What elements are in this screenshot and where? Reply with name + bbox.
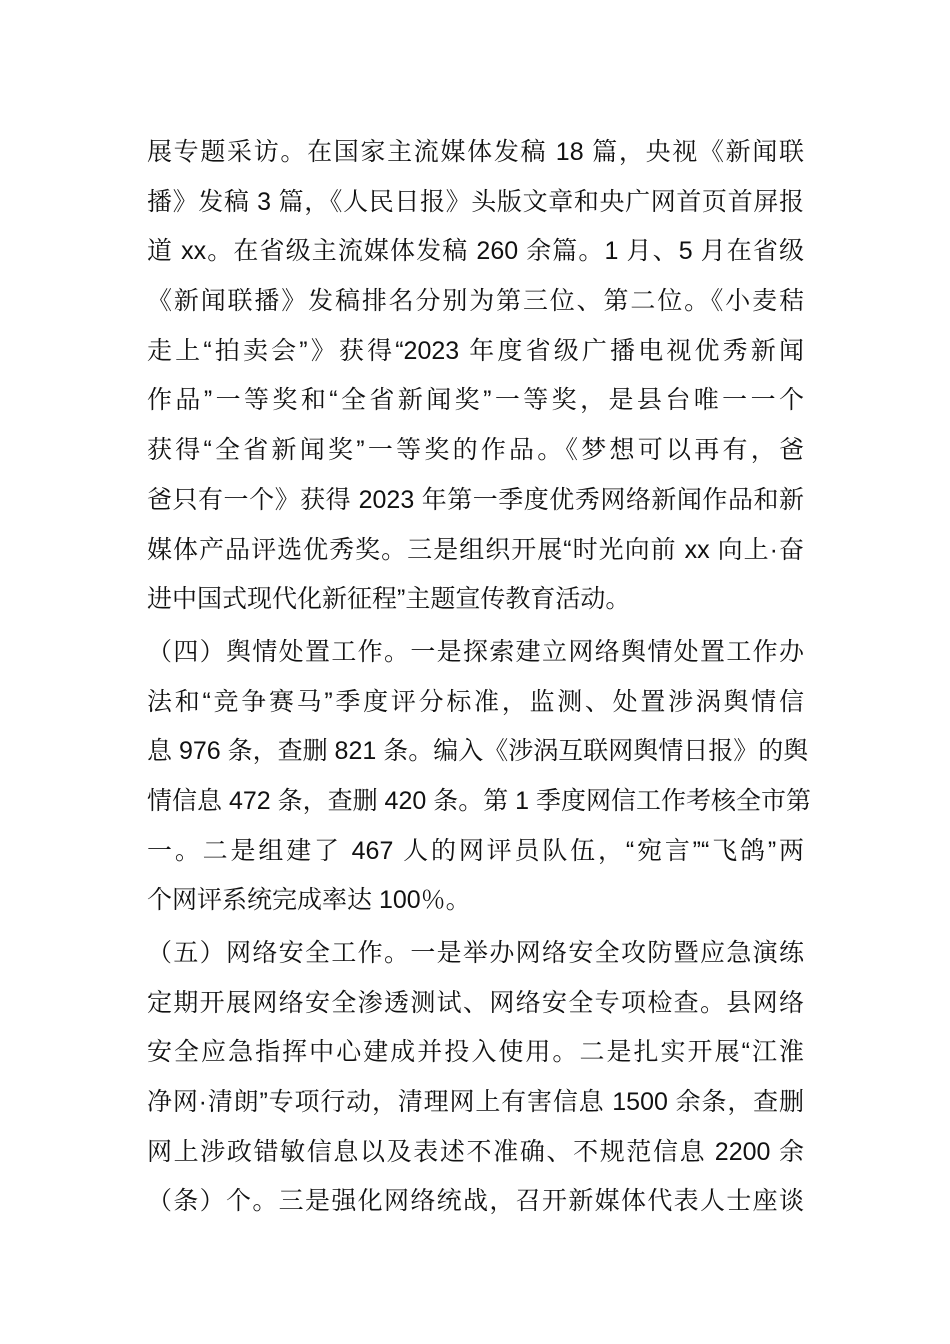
text-line: 作品”一等奖和“全省新闻奖”一等奖，是县台唯一一个 [147, 386, 804, 415]
paragraph [147, 128, 804, 625]
paragraph [147, 929, 804, 1227]
text-line: 网上涉政错敏信息以及表述不准确、不规范信息 2200 余 [147, 1137, 804, 1166]
text-line: 进中国式现代化新征程”主题宣传教育活动。 [147, 585, 631, 614]
text-line: （五）网络安全工作。一是举办网络安全攻防暨应急演练 [147, 939, 804, 967]
text-line: 息 976 条，查删 821 条。编入《涉涡互联网舆情日报》的舆 [147, 737, 809, 766]
text-line: 情信息 472 条，查删 420 条。第 1 季度网信工作考核全市第 [147, 786, 812, 815]
text-line: 净网·清朗”专项行动，清理网上有害信息 1500 余条，查删 [147, 1088, 804, 1117]
text-line: （条）个。三是强化网络统战，召开新媒体代表人士座谈 [147, 1187, 804, 1216]
text-line: 安全应急指挥中心建成并投入使用。二是扎实开展“江淮 [147, 1038, 804, 1067]
text-line: 媒体产品评选优秀奖。三是组织开展“时光向前 xx 向上·奋 [147, 535, 804, 564]
text-line: 个网评系统完成率达 100％。 [147, 886, 471, 915]
paragraph [147, 628, 812, 926]
text-line: 爸只有一个》获得 2023 年第一季度优秀网络新闻作品和新 [147, 485, 804, 514]
text-line: 一。二是组建了 467 人的网评员队伍，“宛言”“飞鸽”两 [147, 836, 804, 865]
text-line: 法和“竞争赛马”季度评分标准，监测、处置涉涡舆情信 [147, 687, 804, 716]
text-line: 获得“全省新闻奖”一等奖的作品。《梦想可以再有，爸 [147, 436, 804, 465]
text-line: 定期开展网络安全渗透测试、网络安全专项检查。县网络 [147, 988, 804, 1017]
text-line: （四）舆情处置工作。一是探索建立网络舆情处置工作办 [147, 637, 804, 666]
document-page [147, 128, 812, 1230]
text-line: 展专题采访。在国家主流媒体发稿 18 篇，央视《新闻联 [147, 138, 804, 166]
text-line: 走上“拍卖会”》获得“2023 年度省级广播电视优秀新闻 [147, 336, 804, 365]
text-line: 道 xx。在省级主流媒体发稿 260 余篇。1 月、5 月在省级 [147, 237, 804, 266]
text-line: 播》发稿 3 篇，《人民日报》头版文章和央广网首页首屏报 [147, 187, 804, 216]
text-line: 《新闻联播》发稿排名分别为第三位、第二位。《小麦秸 [147, 287, 804, 316]
